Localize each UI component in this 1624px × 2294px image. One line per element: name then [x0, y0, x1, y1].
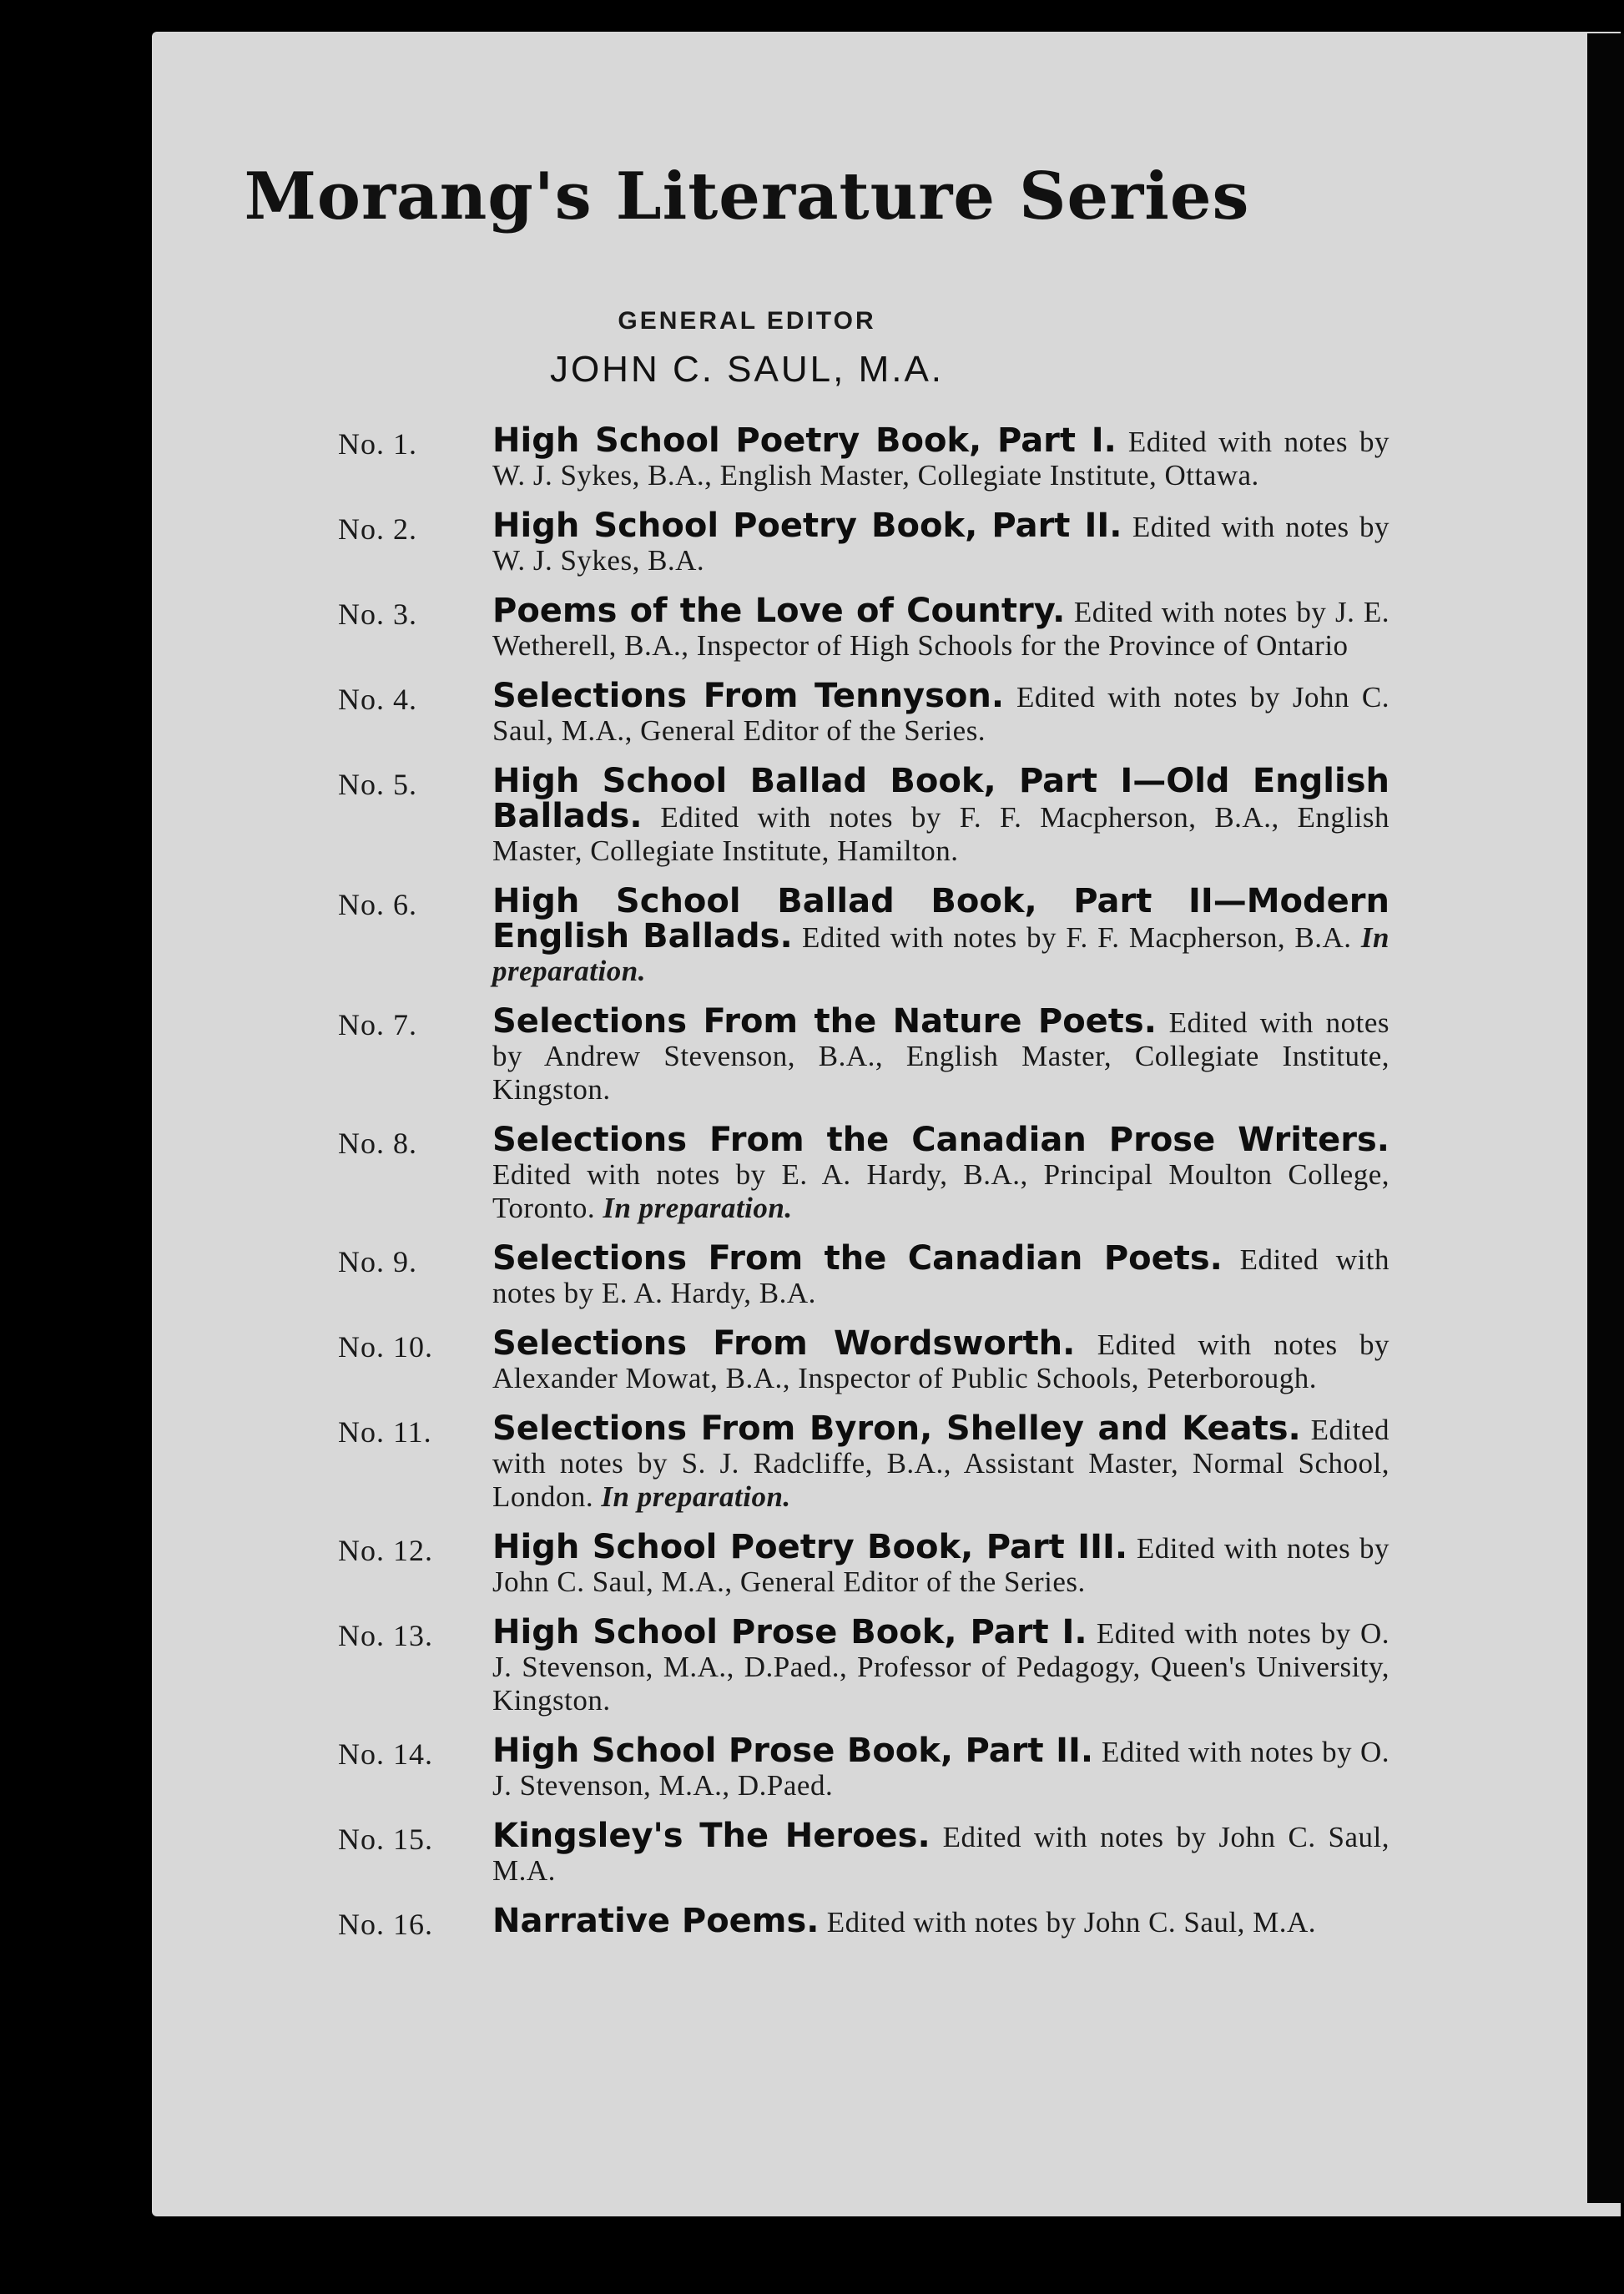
list-item [338, 1239, 1390, 1310]
entry-description [492, 1324, 1390, 1395]
entry-number: No. 9. [338, 1245, 417, 1278]
series-title: Morang's Literature Series [244, 159, 1250, 234]
entry-number: No. 8. [338, 1127, 417, 1160]
entry-description [492, 1819, 1389, 1888]
general-editor-name: JOHN C. SAUL, M.A. [549, 349, 945, 390]
entry-notes: Edited with notes by Alexander Mowat, B.A., Inspector of Public Schools, Peterborough. [492, 1329, 1390, 1394]
list-item [338, 594, 1389, 663]
list-item [338, 1530, 1389, 1599]
list-item [338, 679, 1389, 748]
book-title: High School Ballad Book, Part II—Modern English Ballads. [492, 882, 1389, 955]
list-item [338, 764, 1389, 868]
entry-number: No. 4. [338, 683, 417, 716]
book-title: Selections From the Nature Poets. [492, 1002, 1157, 1041]
book-title: Selections From the Canadian Poets. [492, 1239, 1223, 1278]
entry-description [492, 1734, 1389, 1802]
entry-notes: Edited with notes by O. J. Stevenson, M.A., D.Paed. [492, 1736, 1389, 1802]
entry-number: No. 14. [338, 1737, 433, 1771]
book-title: Selections From Byron, Shelley and Keats. [492, 1409, 1301, 1448]
entry-description [492, 594, 1389, 663]
entry-number: No. 11. [338, 1415, 432, 1449]
entry-notes: Edited with notes by W. J. Sykes, B.A. [492, 511, 1390, 577]
book-title: High School Ballad Book, Part I—Old English Ballads. [492, 762, 1389, 835]
entry-notes: Edited with notes by W. J. Sykes, B.A., English Master, Collegiate Institute, Ottawa. [492, 426, 1389, 492]
entry-description [492, 679, 1389, 748]
list-item [338, 1904, 1389, 1941]
entry-notes: Edited with notes by John C. Saul, M.A. [826, 1906, 1317, 1939]
entry-number: No. 13. [338, 1619, 433, 1652]
list-item [338, 1123, 1389, 1225]
entry-number: No. 1. [338, 427, 417, 461]
entry-description [492, 882, 1389, 988]
entry-description [492, 1613, 1389, 1717]
book-title: Poems of the Love of Country. [492, 592, 1066, 630]
entry-notes: Edited with notes by J. E. Wetherell, B.A., Inspector of High Schools for the Province of Ontario [492, 596, 1389, 662]
book-title: High School Prose Book, Part I. [492, 1613, 1087, 1651]
list-item [338, 1324, 1390, 1395]
entry-number: No. 2. [338, 512, 417, 546]
list-item [338, 1613, 1389, 1717]
entry-notes: Edited with notes by E. A. Hardy, B.A., Principal Moulton College, Toronto. [492, 1158, 1389, 1224]
entry-number: No. 16. [338, 1908, 433, 1941]
list-item [338, 882, 1389, 988]
entry-description [492, 1123, 1389, 1225]
book-title: Narrative Poems. [492, 1902, 820, 1940]
entry-status: In preparation. [601, 1480, 791, 1513]
entry-description [492, 1904, 1389, 1941]
entry-notes: Edited with notes by John C. Saul, M.A. [492, 1821, 1390, 1887]
entry-description [492, 1530, 1389, 1599]
entry-status: In preparation. [492, 921, 1389, 987]
list-item [338, 1409, 1389, 1514]
list-item [338, 509, 1389, 577]
entry-number: No. 6. [338, 888, 417, 921]
book-title: Selections From Tennyson. [492, 677, 1005, 715]
entry-description [492, 1002, 1390, 1107]
entry-description [492, 421, 1389, 492]
entry-number: No. 7. [338, 1008, 417, 1041]
book-title: Selections From the Canadian Prose Writers. [492, 1121, 1389, 1159]
entry-status: In preparation. [603, 1192, 793, 1224]
book-title: High School Poetry Book, Part II. [492, 507, 1122, 545]
entry-number: No. 3. [338, 597, 417, 631]
entry-description [492, 764, 1389, 868]
entry-number: No. 15. [338, 1823, 433, 1856]
entry-description [492, 1409, 1389, 1514]
list-item [338, 1734, 1389, 1802]
entry-notes: Edited with notes by John C. Saul, M.A., General Editor of the Series. [492, 681, 1389, 747]
series-list [338, 421, 1390, 1958]
entry-notes: Edited with notes by F. F. Macpherson, B.A., English Master, Collegiate Institute, Hamilton. [492, 801, 1389, 867]
entry-notes: Edited with notes by E. A. Hardy, B.A. [492, 1243, 1390, 1309]
entry-notes: Edited with notes by John C. Saul, M.A., General Editor of the Series. [492, 1532, 1389, 1598]
entry-number: No. 5. [338, 768, 417, 801]
entry-number: No. 10. [338, 1330, 433, 1364]
entry-notes: Edited with notes by Andrew Stevenson, B.A., English Master, Collegiate Institute, Kingston. [492, 1006, 1390, 1106]
entry-description [492, 509, 1389, 577]
entry-description [492, 1239, 1390, 1310]
list-item [338, 1002, 1390, 1107]
book-title: High School Poetry Book, Part III. [492, 1528, 1128, 1566]
book-gutter [1587, 33, 1624, 2203]
book-title: Selections From Wordsworth. [492, 1324, 1076, 1363]
list-item [338, 421, 1389, 492]
general-editor-label: GENERAL EDITOR [618, 307, 876, 335]
book-title: Kingsley's The Heroes. [492, 1817, 931, 1855]
entry-notes: Edited with notes by O. J. Stevenson, M.A., D.Paed., Professor of Pedagogy, Queen's University, Kingston. [492, 1617, 1389, 1717]
book-title: High School Poetry Book, Part I. [492, 421, 1117, 460]
entry-notes: Edited with notes by S. J. Radcliffe, B.A., Assistant Master, Normal School, London. [492, 1414, 1389, 1513]
entry-number: No. 12. [338, 1534, 433, 1567]
entry-notes: Edited with notes by F. F. Macpherson, B.A. [802, 921, 1352, 954]
book-title: High School Prose Book, Part II. [492, 1732, 1094, 1770]
list-item [338, 1819, 1389, 1888]
